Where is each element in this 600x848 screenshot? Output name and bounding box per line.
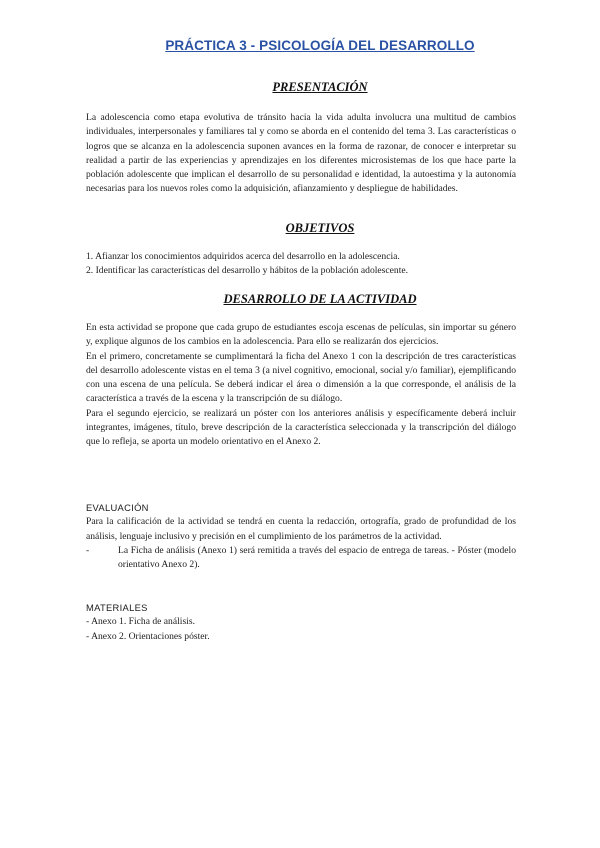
objetivo-item: 2. Identificar las características del desarrollo y hábitos de la población adolescente. — [86, 265, 409, 277]
presentacion-section — [86, 111, 516, 197]
desarrollo-heading: DESARROLLO DE LA ACTIVIDAD — [223, 292, 417, 306]
desarrollo-section — [86, 321, 516, 450]
evaluacion-paragraph: Para la calificación de la actividad se tendrá en cuenta la redacción, ortografía, grado de profundidad de los análisis, lenguaje inclusivo y precisión en el cumplimiento de los parámetros de la actividad. — [86, 516, 516, 542]
objetivo-item: 1. Afianzar los conocimientos adquiridos acerca del desarrollo en la adolescencia. — [86, 251, 400, 262]
presentacion-paragraph: La adolescencia como etapa evolutiva de tránsito hacia la vida adulta involucra una multitud de cambios individuales, interpersonales y familiares tal y como se aborda en el contenido del tema 3. Las características o logros que se alcanza en la adolescencia suponen avances en la forma de razonar, de conocer e interpretar su realidad a partir de las experiencias y aprendizajes en los diferentes microsistemas de los que hace parte la población adolescente que implican el desarrollo de su personalidad e identidad, la autoestima y la autonomía necesarias para los nuevos roles como la adquisición, afianzamiento y despliegue de habilidades. — [86, 112, 516, 195]
objetivos-heading: OBJETIVOS — [285, 221, 355, 235]
material-item: - Anexo 1. Ficha de análisis. — [86, 616, 195, 628]
desarrollo-paragraph: En esta actividad se propone que cada grupo de estudiantes escoja escenas de películas, sin importar su género y, explique algunos de los cambios en la adolescencia. Para ello se realizarán dos ejercicios. — [86, 322, 516, 348]
bullet-dash: - — [86, 544, 90, 556]
desarrollo-paragraph: En el primero, concretamente se cumplimentará la ficha del Anexo 1 con la descripción de tres características del desarrollo adolescente vistas en el tema 3 (a nivel cognitivo, emocional, social y/o familiar), ejemplificando con una escena de una película. Se deberá indicar el área o dimensión a la que corresponde, el análisis de la característica a través de la escena y la transcripción de su diálogo. — [86, 350, 516, 405]
document-title: PRÁCTICA 3 - PSICOLOGÍA DEL DESARROLLO — [165, 38, 475, 53]
objetivos-list — [86, 250, 516, 279]
desarrollo-paragraph: Para el segundo ejercicio, se realizará un póster con los anteriores análisis y específicamente deberá incluir integrantes, imágenes, título, breve descripción de la característica seleccionada y la transcripción del diálogo que lo refleja, se aporta un modelo orientativo en el Anexo 2. — [86, 407, 516, 448]
materiales-label: MATERIALES — [86, 602, 148, 613]
material-item: - Anexo 2. Orientaciones póster. — [86, 630, 210, 642]
evaluacion-bullet-text: La Ficha de análisis (Anexo 1) será remitida a través del espacio de entrega de tareas. - Póster (modelo orientativo Anexo 2). — [118, 544, 516, 571]
presentacion-heading: PRESENTACIÓN — [272, 80, 368, 94]
evaluacion-bullet — [86, 544, 516, 573]
evaluacion-section — [86, 501, 516, 572]
materiales-section — [86, 601, 516, 644]
evaluacion-label: EVALUACIÓN — [86, 502, 149, 513]
